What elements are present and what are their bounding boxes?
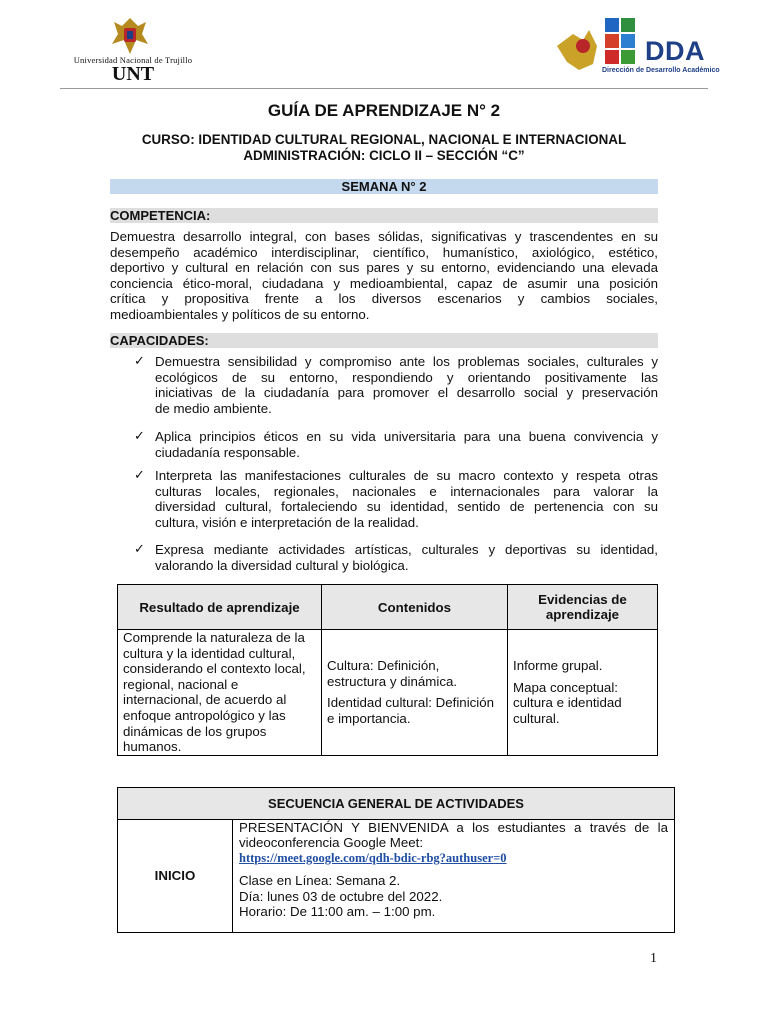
evidencias-cell: Informe grupal. Mapa conceptual: cultura e identidad cultural. <box>508 630 658 756</box>
course-line: CURSO: IDENTIDAD CULTURAL REGIONAL, NACIONAL E INTERNACIONAL <box>141 132 627 147</box>
dda-subtitle: Dirección de Desarrollo Académico <box>602 67 720 74</box>
page-number: 1 <box>650 951 657 966</box>
competencia-text: Demuestra desarrollo integral, con bases sólidas, significativas y trascendentes en su desempeño académico interdisciplinar, científico, humanístico, axiológico, estético, deportivo y cultural en relación con sus pares y su entorno, evidenciando una elevada conciencia ético-moral, ciudadana y medioambiental, capaz de asumir una posición crítica y propositiva frente a los diversos escenarios y cambios sociales, medioambientales y políticos de su entorno. <box>110 229 658 322</box>
university-abbr: UNT <box>111 63 155 85</box>
table-row <box>118 820 675 933</box>
check-icon: ✓ <box>134 541 145 556</box>
check-icon: ✓ <box>134 353 145 368</box>
dda-text: DDA <box>645 36 705 66</box>
check-icon: ✓ <box>134 467 145 482</box>
activities-header: SECUENCIA GENERAL DE ACTIVIDADES <box>118 788 675 820</box>
capacidad-item: Aplica principios éticos en su vida universitaria para una buena convivencia y ciudadanía responsable. <box>155 429 658 460</box>
week-bar: SEMANA N° 2 <box>110 179 658 194</box>
capacidad-item: Demuestra sensibilidad y compromiso ante los problemas sociales, culturales y ecológicos de su entorno, respondiendo y orientando positivamente las iniciativas de la ciudadanía para promover el desarrollo social y preservación de medio ambiente. <box>155 354 658 416</box>
page-title: GUÍA DE APRENDIZAJE N° 2 <box>267 101 501 120</box>
activities-table <box>117 787 675 933</box>
column-header: Evidencias de aprendizaje <box>508 585 658 630</box>
capacidad-item: Interpreta las manifestaciones culturales de su macro contexto y respeta otras culturas locales, regionales, nacionales e internacionales para valorar la diversidad cultural, fortaleciendo su identidad, sentido de pertenencia con su cultura, visión e interpretación de la realidad. <box>155 468 658 530</box>
capacidad-item: Expresa mediante actividades artísticas, culturales y deportivas su identidad, valorando la diversidad cultural y biológica. <box>155 542 658 573</box>
google-meet-link[interactable]: https://meet.google.com/qdh-bdic-rbg?authuser=0 <box>239 850 507 865</box>
column-header: Resultado de aprendizaje <box>118 585 322 630</box>
resultado-cell: Comprende la naturaleza de la cultura y la identidad cultural, considerando el contexto local, regional, nacional e internacional, de acuerdo al enfoque antropológico y las dinámicas de los grupos humanos. <box>118 630 322 756</box>
table-row <box>118 630 658 756</box>
unt-crest-logo <box>108 14 152 58</box>
check-icon: ✓ <box>134 428 145 443</box>
table-header-row <box>118 585 658 630</box>
competencia-heading: COMPETENCIA: <box>110 208 658 223</box>
column-header: Contenidos <box>322 585 508 630</box>
header-divider <box>60 88 708 89</box>
inicio-content: PRESENTACIÓN Y BIENVENIDA a los estudiantes a través de la videoconferencia Google Meet: https://meet.google.com/qdh-bdic-rbg?authuser=0 Clase en Línea: Semana 2. Día: lunes 03 de octubre del 2022. Horario: De 11:00 am. – 1:00 pm. <box>233 820 675 933</box>
inicio-label: INICIO <box>118 820 233 933</box>
section-line: ADMINISTRACIÓN: CICLO II – SECCIÓN “C” <box>243 148 525 163</box>
capacidades-heading: CAPACIDADES: <box>110 333 658 348</box>
learning-outcomes-table <box>117 584 658 756</box>
university-name: Universidad Nacional de Trujillo <box>73 55 193 65</box>
contenidos-cell: Cultura: Definición, estructura y dinámica. Identidad cultural: Definición e importancia. <box>322 630 508 756</box>
